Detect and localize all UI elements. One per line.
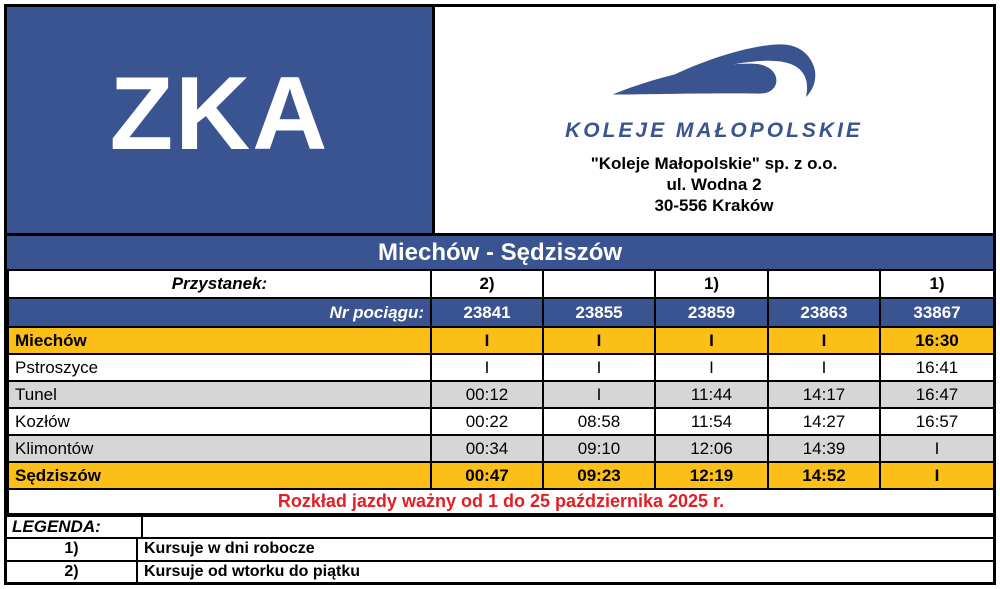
train-number-label: Nr pociągu: [8,298,431,327]
time-cell: 08:58 [543,408,655,435]
time-cell: I [768,354,880,381]
stop-header-row [8,270,994,298]
train-swoosh-icon [607,29,822,117]
time-cell: I [543,381,655,408]
stop-header-label: Przystanek: [8,270,431,298]
time-cell: I [431,327,543,354]
time-cell: 11:54 [655,408,768,435]
station-row [8,327,994,354]
station-row [8,381,994,408]
station-row [8,354,994,381]
company-address-line1: "Koleje Małopolskie" sp. z o.o. [590,154,838,173]
legend-mark: 2) [7,562,138,582]
header [7,7,993,236]
validity-note: Rozkład jazdy ważny od 1 do 25 października 2025 r. [8,489,994,514]
train-note: 2) [431,270,543,298]
train-number: 23859 [655,298,768,327]
station-name: Miechów [8,327,431,354]
zka-label: ZKA [109,56,330,172]
station-name: Sędziszów [8,462,431,489]
train-number: 23855 [543,298,655,327]
station-row [8,408,994,435]
time-cell: I [880,435,994,462]
time-cell: 14:52 [768,462,880,489]
time-cell: 11:44 [655,381,768,408]
legend-text: Kursuje w dni robocze [144,540,315,558]
station-row [8,435,994,462]
time-cell: 16:30 [880,327,994,354]
train-note: 1) [655,270,768,298]
legend-title: LEGENDA: [7,517,143,537]
time-cell: I [543,354,655,381]
time-cell: I [880,462,994,489]
company-panel [435,7,993,233]
time-cell: I [655,354,768,381]
legend-text: Kursuje od wtorku do piątku [144,562,361,580]
train-note [768,270,880,298]
legend-item [7,537,993,559]
train-note [543,270,655,298]
time-cell: I [655,327,768,354]
legend-item [7,560,993,582]
time-cell: 14:39 [768,435,880,462]
station-row [8,462,994,489]
company-address-line3: 30-556 Kraków [654,196,774,215]
poster-frame [4,4,996,585]
timetable [7,269,995,515]
time-cell: 16:47 [880,381,994,408]
time-cell: 12:19 [655,462,768,489]
time-cell: 00:12 [431,381,543,408]
time-cell: 16:57 [880,408,994,435]
route-title: Miechów - Sędziszów [377,238,623,266]
time-cell: 14:27 [768,408,880,435]
company-address [591,153,838,216]
route-title-bar [7,236,993,269]
legend [7,515,993,582]
time-cell: I [431,354,543,381]
legend-header-row [7,515,993,537]
time-cell: 00:34 [431,435,543,462]
station-name: Tunel [8,381,431,408]
train-number-row [8,298,994,327]
time-cell: 16:41 [880,354,994,381]
time-cell: 00:22 [431,408,543,435]
legend-mark: 1) [7,539,138,559]
brand-name: KOLEJE MAŁOPOLSKIE [565,119,863,142]
company-address-line2: ul. Wodna 2 [666,175,762,194]
station-name: Klimontów [8,435,431,462]
train-number: 23863 [768,298,880,327]
zka-badge [7,7,435,233]
station-name: Pstroszyce [8,354,431,381]
time-cell: I [768,327,880,354]
validity-row [8,489,994,514]
station-name: Kozłów [8,408,431,435]
time-cell: 00:47 [431,462,543,489]
train-note: 1) [880,270,994,298]
time-cell: 14:17 [768,381,880,408]
time-cell: 09:23 [543,462,655,489]
time-cell: 12:06 [655,435,768,462]
train-number: 23841 [431,298,543,327]
time-cell: 09:10 [543,435,655,462]
train-number: 33867 [880,298,994,327]
time-cell: I [543,327,655,354]
